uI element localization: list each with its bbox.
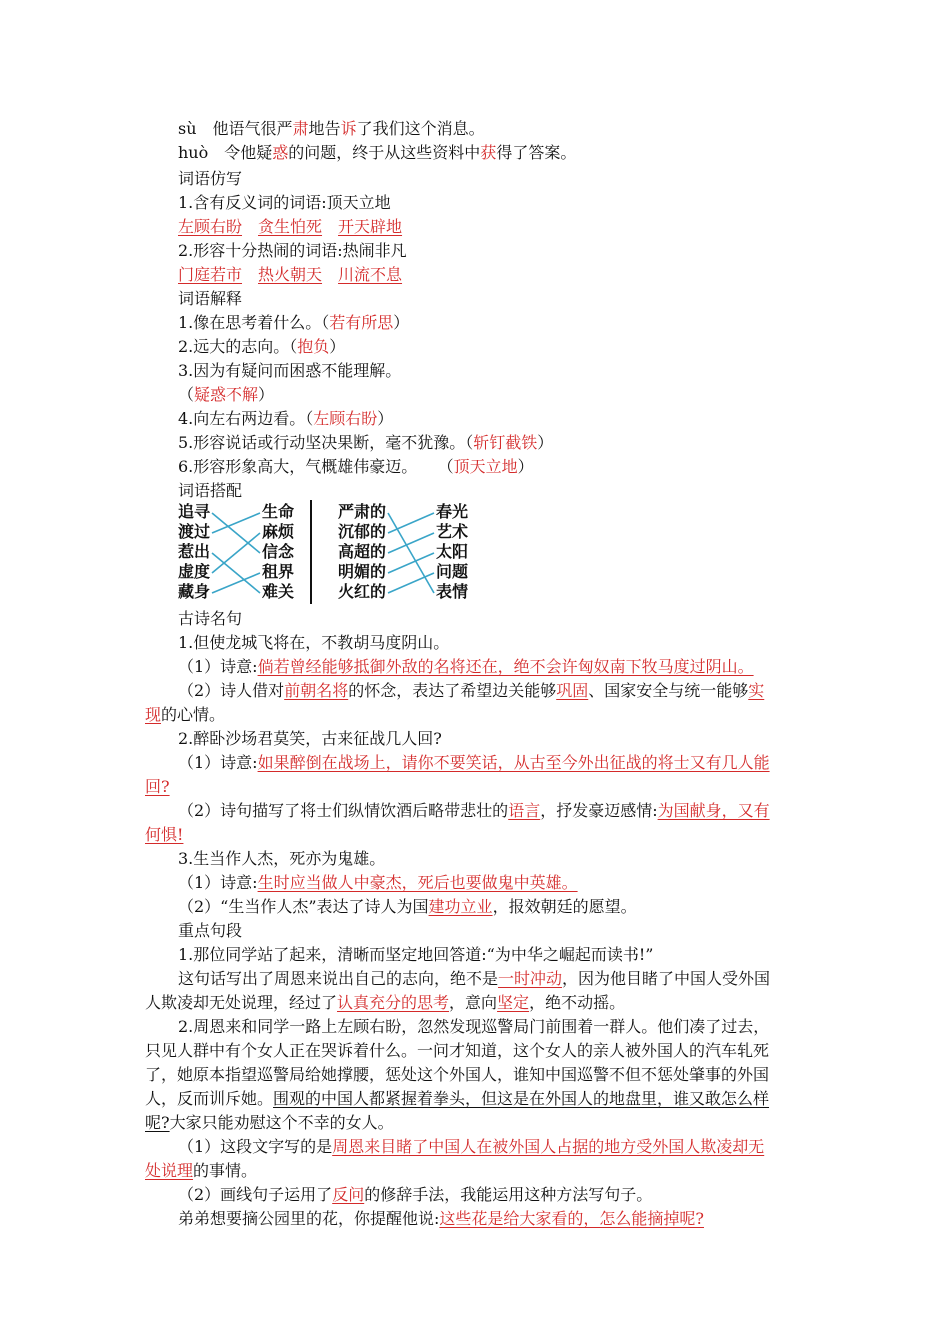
match-line-left xyxy=(212,533,260,573)
text: 的问题，终于从这些资料中 xyxy=(288,143,481,162)
answer: 斩钉截铁 xyxy=(473,433,538,452)
label: （1）诗意: xyxy=(178,753,258,772)
answer: 开天辟地 xyxy=(338,217,403,236)
text: 地告 xyxy=(308,119,341,138)
match-word: 高超的 xyxy=(338,542,387,561)
passage-line xyxy=(145,1088,769,1110)
match-word: 艺术 xyxy=(436,522,469,541)
answer: 处说理 xyxy=(145,1161,194,1180)
match-word: 难关 xyxy=(262,582,295,601)
match-line-left xyxy=(212,513,260,553)
match-word: 火红的 xyxy=(338,582,387,601)
answer: 生时应当做人中豪杰，死后也要做鬼中英雄。 xyxy=(257,873,578,892)
text: ，因为他目睹了中国人受外国 xyxy=(562,969,771,988)
bracket: ） xyxy=(329,337,346,356)
text: 他语气很严 xyxy=(212,119,293,138)
jieshi-item xyxy=(178,408,393,430)
underlined-sentence: 围观的中国人都紧握着拳头，但这是在外国人的地盘里，谁又敢怎么样 xyxy=(273,1089,770,1108)
match-line-left xyxy=(212,513,260,533)
passage-line: 只见人群中有个女人正在哭诉着什么。一问才知道，这个女人的亲人被外国人的汽车轧死 xyxy=(145,1041,770,1060)
text: （2）画线句子运用了 xyxy=(178,1185,333,1204)
highlight-char: 肃 xyxy=(292,119,309,138)
text: 的事情。 xyxy=(193,1161,258,1180)
answer: 反问 xyxy=(332,1185,365,1204)
bracket: ） xyxy=(393,313,410,332)
answer: 回? xyxy=(145,777,170,796)
answer: 这些花是给大家看的，怎么能摘掉呢? xyxy=(439,1209,704,1228)
question: 2.远大的志向。（ xyxy=(178,337,298,356)
match-line-left xyxy=(212,553,260,593)
text: （2）“生当作人杰”表达了诗人为国 xyxy=(178,897,429,916)
bracket: （ xyxy=(178,385,195,404)
pinyin-line-2 xyxy=(178,142,576,164)
jieshi-item xyxy=(178,456,534,478)
match-line-right xyxy=(388,553,434,573)
passage-line: 2.周恩来和同学一路上左顾右盼，忽然发现巡警局门前围着一群人。他们凑了过去， xyxy=(178,1017,770,1036)
text: 弟弟想要摘公园里的花，你提醒他说: xyxy=(178,1209,440,1228)
match-word: 信念 xyxy=(262,542,295,561)
question: 5.形容说话或行动坚决果断，毫不犹豫。（ xyxy=(178,433,474,452)
answer: 贪生怕死 xyxy=(258,217,323,236)
poem-1-feeling-cont xyxy=(145,704,225,726)
fangxie-q2: 2.形容十分热闹的词语:热闹非凡 xyxy=(178,241,407,260)
jieshi-item xyxy=(178,336,345,358)
answer: 顶天立地 xyxy=(453,457,518,476)
question-2 xyxy=(178,1184,652,1206)
poem-3-meaning xyxy=(178,872,578,894)
poem-line-1: 1.但使龙城飞将在，不教胡马度阴山。 xyxy=(178,633,450,652)
answer: 左顾右盼 xyxy=(313,409,378,428)
match-word: 藏身 xyxy=(178,582,211,601)
match-word: 追寻 xyxy=(178,502,211,521)
answer: 实 xyxy=(748,681,765,700)
match-line-right xyxy=(388,573,434,593)
question-1-cont xyxy=(145,1160,257,1182)
highlight-char: 获 xyxy=(480,143,497,162)
poem-3-feeling xyxy=(178,896,637,918)
bracket: ） xyxy=(258,385,275,404)
match-word: 太阳 xyxy=(436,542,469,561)
match-line-right xyxy=(388,513,434,533)
text: 的修辞手法，我能运用这种方法写句子。 xyxy=(364,1185,653,1204)
poem-1-feeling xyxy=(178,680,764,702)
poem-2-feeling-cont xyxy=(145,824,183,846)
answer: 倘若曾经能够抵御外敌的名将还在，绝不会许匈奴南下牧马度过阴山。 xyxy=(257,657,754,676)
text: 令他疑 xyxy=(224,143,273,162)
match-line-right xyxy=(388,533,434,553)
matching-lines xyxy=(178,500,478,610)
match-word: 生命 xyxy=(262,502,295,521)
poem-2-meaning-cont xyxy=(145,776,170,798)
column-separator xyxy=(310,500,312,604)
answer: 周恩来目睹了中国人在被外国人占据的地方受外国人欺凌却无 xyxy=(332,1137,765,1156)
fangxie-a2 xyxy=(178,264,402,286)
text: 了我们这个消息。 xyxy=(356,119,485,138)
section-title-fangxie: 词语仿写 xyxy=(178,169,243,188)
fangxie-a1 xyxy=(178,216,402,238)
answer: 认真充分的思考 xyxy=(337,993,450,1012)
match-word: 惹出 xyxy=(178,542,211,561)
poem-2-meaning xyxy=(178,752,770,774)
answer: 左顾右盼 xyxy=(178,217,243,236)
match-word: 沉郁的 xyxy=(338,522,387,541)
key-sentence-1: 1.那位同学站了起来，清晰而坚定地回答道:“为中华之崛起而读书!” xyxy=(178,945,654,964)
match-word: 渡过 xyxy=(178,522,211,541)
question: 6.形容形象高大，气概雄伟豪迈。 （ xyxy=(178,457,454,476)
answer: 川流不息 xyxy=(338,265,403,284)
poem-line-3: 3.生当作人杰，死亦为鬼雄。 xyxy=(178,849,386,868)
answer: 疑惑不解 xyxy=(194,385,259,404)
answer: 前朝名将 xyxy=(284,681,349,700)
key-sentence-1-analysis xyxy=(178,968,770,990)
label: （1）诗意: xyxy=(178,657,258,676)
answer: 现 xyxy=(145,705,162,724)
match-word: 问题 xyxy=(436,562,469,581)
fangxie-q1: 1.含有反义词的词语:顶天立地 xyxy=(178,193,391,212)
jieshi-item xyxy=(178,384,274,406)
underlined-sentence: 呢? xyxy=(145,1113,170,1132)
match-word: 明媚的 xyxy=(338,562,387,581)
question: 4.向左右两边看。（ xyxy=(178,409,314,428)
match-word: 虚度 xyxy=(178,562,211,581)
answer: 为国献身，又有 xyxy=(657,801,770,820)
jieshi-item xyxy=(178,432,553,454)
question-3 xyxy=(178,1208,704,1230)
text: 的怀念，表达了希望边关能够 xyxy=(348,681,557,700)
section-title-dapei: 词语搭配 xyxy=(178,481,243,500)
match-word: 麻烦 xyxy=(262,522,295,541)
match-word: 严肃的 xyxy=(338,502,387,521)
text: （1）这段文字写的是 xyxy=(178,1137,333,1156)
poem-line-2: 2.醉卧沙场君莫笑，古来征战几人回? xyxy=(178,729,442,748)
pinyin: huò xyxy=(178,143,209,162)
passage-line xyxy=(145,1112,394,1134)
answer: 门庭若市 xyxy=(178,265,243,284)
text: 人，反而训斥她。 xyxy=(145,1089,274,1108)
text: ，意向 xyxy=(449,993,498,1012)
question: 3.因为有疑问而困惑不能理解。 xyxy=(178,361,402,380)
answer: 如果醉倒在战场上，请你不要笑话，从古至今外出征战的将士又有几人能 xyxy=(257,753,770,772)
question-1 xyxy=(178,1136,764,1158)
section-title-zhongdian: 重点句段 xyxy=(178,921,243,940)
answer: 一时冲动 xyxy=(498,969,563,988)
text: 、国家安全与统一能够 xyxy=(588,681,749,700)
answer: 坚定 xyxy=(497,993,530,1012)
answer: 若有所思 xyxy=(329,313,394,332)
section-title-gushi: 古诗名句 xyxy=(178,609,243,628)
text: 大家只能劝慰这个不幸的女人。 xyxy=(169,1113,394,1132)
text: ，绝不动摇。 xyxy=(529,993,626,1012)
text: 人欺凌却无处说理，经过了 xyxy=(145,993,338,1012)
bracket: ） xyxy=(517,457,534,476)
highlight-char: 诉 xyxy=(340,119,357,138)
label: （1）诗意: xyxy=(178,873,258,892)
match-line-left xyxy=(212,573,260,593)
jieshi-item xyxy=(178,312,409,334)
match-line-right xyxy=(388,513,434,593)
answer: 何惧! xyxy=(145,825,184,844)
jieshi-item xyxy=(178,360,401,382)
text: ，报效朝廷的愿望。 xyxy=(492,897,637,916)
answer: 建功立业 xyxy=(428,897,493,916)
bracket: ） xyxy=(377,409,394,428)
bracket: ） xyxy=(537,433,554,452)
text: 得了答案。 xyxy=(496,143,577,162)
answer: 抱负 xyxy=(297,337,330,356)
answer: 巩固 xyxy=(556,681,589,700)
match-word: 春光 xyxy=(436,502,469,521)
text: （2）诗人借对 xyxy=(178,681,285,700)
text: 这句话写出了周恩来说出自己的志向，绝不是 xyxy=(178,969,499,988)
passage-line: 了，她原本指望巡警局给她撑腰，惩处这个外国人，谁知中国巡警不但不惩处肇事的外国 xyxy=(145,1065,770,1084)
word-matching-diagram xyxy=(178,500,478,610)
poem-1-meaning xyxy=(178,656,754,678)
pinyin-line-1 xyxy=(178,118,485,140)
poem-2-feeling xyxy=(178,800,770,822)
key-sentence-1-analysis-cont xyxy=(145,992,625,1014)
section-title-jieshi: 词语解释 xyxy=(178,289,243,308)
answer: 热火朝天 xyxy=(258,265,323,284)
question: 1.像在思考着什么。（ xyxy=(178,313,330,332)
pinyin: sù xyxy=(178,119,197,138)
text: （2）诗句描写了将士们纵情饮酒后略带悲壮的 xyxy=(178,801,509,820)
match-word: 表情 xyxy=(436,582,469,601)
text: 的心情。 xyxy=(161,705,226,724)
answer: 语言 xyxy=(508,801,541,820)
text: ，抒发豪迈感情: xyxy=(540,801,658,820)
highlight-char: 惑 xyxy=(272,143,289,162)
match-word: 租界 xyxy=(262,562,295,581)
